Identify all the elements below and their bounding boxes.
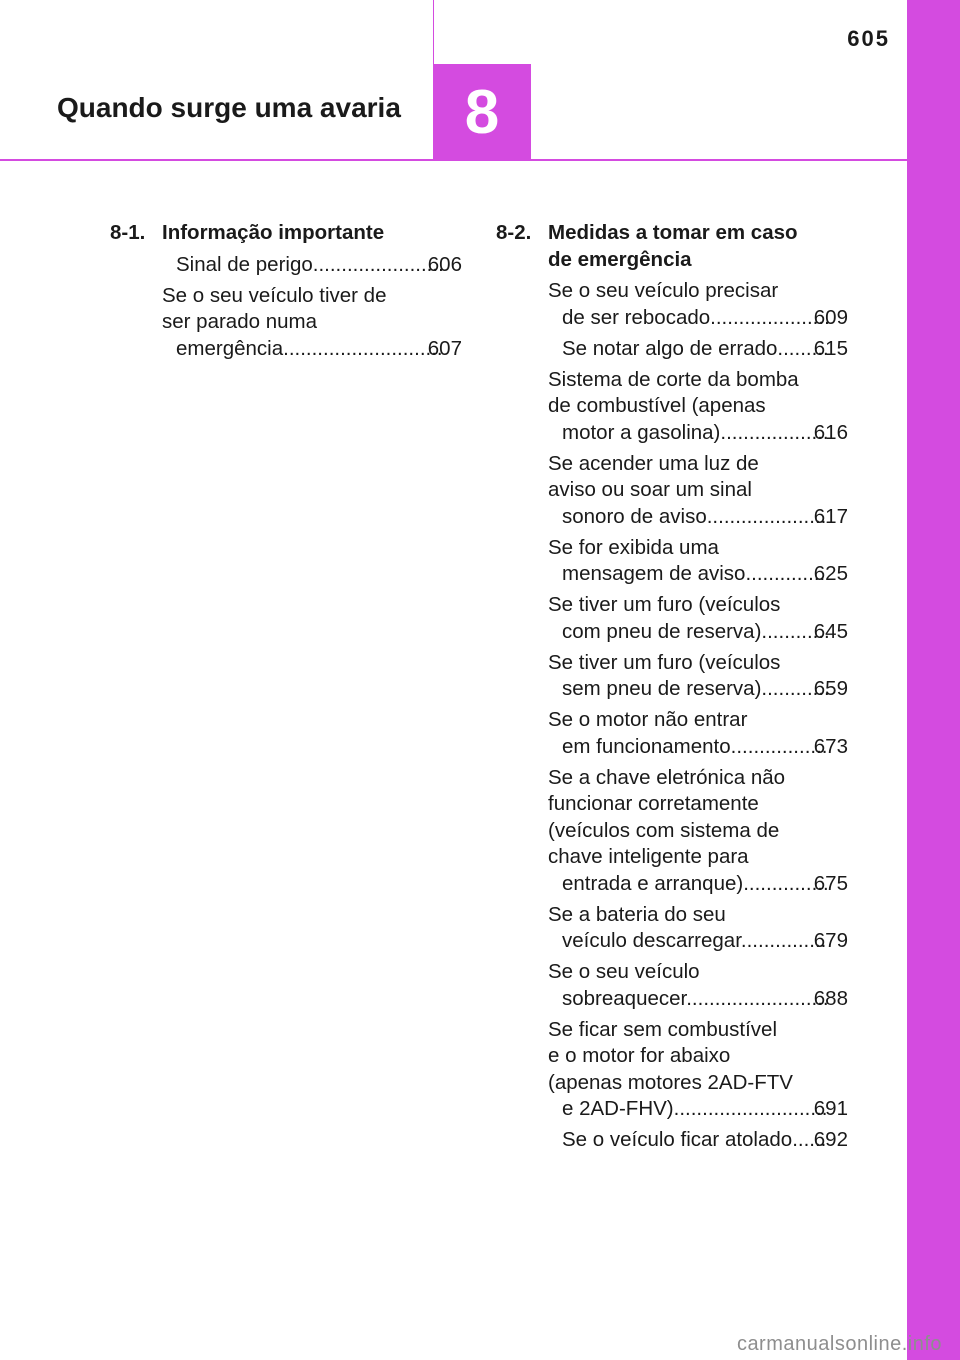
toc-entry-last-line (562, 504, 848, 531)
toc-page-number[interactable]: 625 (813, 562, 848, 585)
toc-entry[interactable] (548, 902, 848, 955)
toc-page-number[interactable]: 673 (813, 734, 848, 758)
toc-entry[interactable] (548, 650, 848, 703)
section-heading (496, 220, 848, 273)
toc-entry[interactable] (548, 278, 848, 331)
toc-section-8-1 (110, 220, 462, 367)
toc-entry-last-line (176, 336, 462, 363)
toc-entry[interactable] (548, 535, 848, 588)
toc-entry-last-line (562, 928, 848, 955)
toc-page-number[interactable]: 688 (813, 986, 848, 1010)
toc-entry-line: Se acender uma luz de (548, 451, 759, 475)
chapter-number-box: 8 (433, 64, 531, 160)
toc-entry[interactable] (162, 252, 462, 279)
toc-entry-last-line (176, 252, 462, 279)
toc-page-number[interactable]: 691 (813, 1097, 848, 1120)
toc-section-8-2 (496, 220, 848, 1158)
toc-entry-last-line (562, 1127, 848, 1154)
toc-page-number[interactable]: 616 (813, 420, 848, 444)
toc-entry-line: e o motor for abaixo (548, 1044, 731, 1067)
toc-entry-last-line (562, 561, 848, 588)
toc-page-number[interactable]: 617 (813, 504, 848, 528)
toc-entry-text: sobreaquecer ..... (562, 986, 828, 1013)
toc-page-number[interactable]: 679 (813, 929, 848, 952)
toc-page-number[interactable]: 607 (427, 336, 462, 360)
toc-entry-text: e 2AD-FHV) ..... (562, 1096, 828, 1123)
toc-entry-last-line (562, 420, 848, 447)
toc-entry-last-line (562, 734, 848, 761)
toc-entry[interactable] (548, 592, 848, 645)
toc-entry-text: com pneu de reserva) ..... (562, 619, 828, 646)
header-vertical-rule (433, 0, 434, 64)
leader-dots (720, 421, 827, 444)
toc-entry-text: em funcionamento ..... (562, 734, 828, 761)
toc-entry-line: (veículos com sistema de (548, 818, 780, 842)
toc-entry-text: veículo descarregar ..... (562, 928, 828, 955)
leader-dots (313, 253, 442, 276)
toc-entry-last-line (562, 986, 848, 1013)
toc-entry-line: Se tiver um furo (veículos (548, 593, 781, 616)
chapter-title: Quando surge uma avaria (57, 92, 401, 123)
toc-entry-line: chave inteligente para (548, 845, 749, 868)
toc-entry-line: Se for exibida uma (548, 535, 719, 559)
toc-page-number[interactable]: 645 (813, 619, 848, 643)
leader-dots (710, 306, 828, 329)
toc-entry-line: Se o seu veículo (548, 960, 700, 983)
toc-entry[interactable] (548, 765, 848, 898)
toc-entry-text: Se notar algo de errado ..... (562, 336, 828, 363)
toc-entry-line: ser parado numa (162, 310, 317, 333)
toc-entry-line: Se o seu veículo precisar (548, 279, 779, 302)
toc-entry-line: de combustível (apenas (548, 394, 766, 417)
toc-page-number[interactable]: 659 (813, 677, 848, 700)
leader-dots (674, 1097, 828, 1120)
toc-entry-text: emergência ..... (176, 336, 442, 363)
toc-entry-line: aviso ou soar um sinal (548, 478, 752, 501)
section-title (162, 220, 462, 247)
toc-entry-last-line (562, 305, 848, 332)
watermark: carmanualsonline.info (736, 1333, 942, 1355)
section-title (548, 220, 848, 273)
toc-entry[interactable] (548, 336, 848, 363)
section-title-line: Informação importante (162, 221, 385, 244)
toc-page-number[interactable]: 609 (813, 305, 848, 329)
toc-entry-line: (apenas motores 2AD-FTV (548, 1070, 793, 1094)
toc-entry-last-line (562, 1096, 848, 1123)
section-number: 8-1. (110, 221, 146, 244)
toc-entry[interactable] (548, 707, 848, 760)
toc-page-number[interactable]: 692 (813, 1128, 848, 1151)
toc-entry[interactable] (548, 959, 848, 1012)
toc-entry-line: Se ficar sem combustível (548, 1017, 777, 1041)
toc-entry-last-line (562, 336, 848, 363)
toc-page-number[interactable]: 675 (813, 871, 848, 895)
section-number: 8-2. (496, 221, 532, 244)
toc-entry-text: Sinal de perigo ..... (176, 252, 442, 279)
toc-entry-text: de ser rebocado ..... (562, 305, 828, 332)
toc-entry-line: Se a bateria do seu (548, 902, 726, 926)
toc-entry[interactable] (162, 283, 462, 363)
toc-entry-line: Se o seu veículo tiver de (162, 283, 387, 307)
toc-entry-text: Se o veículo ficar atolado ..... (562, 1127, 828, 1154)
leader-dots (283, 337, 442, 360)
toc-page-number[interactable]: 615 (813, 336, 848, 360)
section-title-line: de emergência (548, 247, 692, 271)
toc-entry-text: sonoro de aviso ..... (562, 504, 828, 531)
toc-entry-last-line (562, 676, 848, 703)
toc-page-number[interactable]: 606 (427, 252, 462, 276)
toc-entry-line: Se tiver um furo (veículos (548, 650, 781, 674)
toc-entry[interactable] (548, 451, 848, 531)
toc-entry-last-line (562, 619, 848, 646)
leader-dots (707, 505, 828, 528)
toc-entry-line: funcionar corretamente (548, 792, 759, 815)
page-number: 605 (847, 26, 890, 51)
toc-entry-last-line (562, 871, 848, 898)
leader-dots (686, 987, 828, 1010)
section-heading (110, 220, 462, 247)
section-title-line: Medidas a tomar em caso (548, 221, 798, 244)
toc-entry-line: Se a chave eletrónica não (548, 765, 786, 789)
toc-entry-text: motor a gasolina) ..... (562, 420, 828, 447)
toc-entry-line: Se o motor não entrar (548, 708, 748, 731)
toc-entry[interactable] (548, 1127, 848, 1154)
toc-entry-text: entrada e arranque) ..... (562, 871, 828, 898)
toc-entry-text: mensagem de aviso ..... (562, 561, 828, 588)
chapter-side-tab (907, 0, 960, 1360)
toc-entry-text: sem pneu de reserva) ..... (562, 676, 828, 703)
toc-entry[interactable] (548, 1017, 848, 1123)
toc-entry-line: Sistema de corte da bomba (548, 367, 799, 391)
toc-entry[interactable] (548, 367, 848, 447)
